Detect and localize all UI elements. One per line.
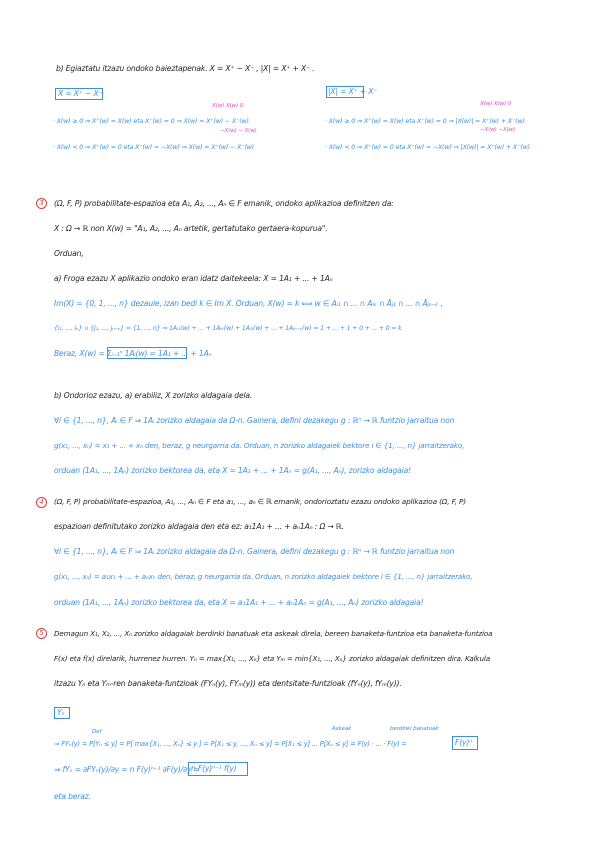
ex4-line-2: g(x₁, ..., xₙ) = a₁x₁ + ... + aₙxₙ den, beraz, g neurgarria da. Orduan, n zorizko aldagaiek bektore i ∈ {1, ..., n} jarraitzerako, (54, 572, 473, 581)
ex5-annotation-def: Def (92, 729, 102, 735)
part-b-row1-right: · X(w) ≥ 0 ⇒ X⁺(w) = X(w) eta X⁻(w) = 0 ⇒ |X(w)| = X⁺(w) + X⁻(w) (325, 118, 525, 125)
ex5-statement-1: Demagun X₁, X₂, ..., Xₙ zorizko aldagaiak berdinki banatuak eta askeak direla, bereen banaketa-funtzioa eta banaketa-funtzioa (54, 629, 493, 638)
ex5-annotation-berdinki: berdinki banatuak (390, 726, 439, 732)
ex5-distribution-line: ⇒ FYₙ(y) = P[Yₙ ≤ y] = P[ max{X₁, ..., Xₙ} ≤ y ] = P[X₁ ≤ y, ..., Xₙ ≤ y] = P[X₁ ≤ y] ... P[Xₙ ≤ y] = F(y) · ... · F(y) = (54, 740, 407, 748)
exercise-4-number: 4 (36, 497, 47, 508)
ex5-statement-2: F(x) eta f(x) direlarik, hurrenez hurren. Yₙ = max{X₁, ..., Xₙ} eta Yₘ = min{X₁, ..., Xₙ} zorizko aldagaiak definitzen dira. Kalkula (54, 654, 490, 663)
ex5-statement-3: itzazu Yₙ eta Yₘ-ren banaketa-funtzioak (FYₙ(y), FYₘ(y)) eta dentsitate-funtzioak (fYₙ(y), fYₘ(y)). (54, 679, 402, 688)
ex3-a-line-3: Beraz, X(w) = Σᵢ₌₁ⁿ 1Aᵢ(w) = 1A₁ + ... + 1Aₙ (54, 349, 212, 358)
ex4-statement-2: espazioan definitutako zorizko aldagaia den eta ez: a₁1A₁ + ... + aₙ1Aₙ : Ω → ℝ. (54, 522, 344, 531)
pink-annotation-right-2: −X(w) −X(w) (480, 127, 516, 133)
ex3-b-title: b) Ondorioz ezazu, a) erabiliz, X zorizko aldagaia dela. (54, 391, 253, 400)
ex3-statement-3: Orduan, (54, 249, 84, 258)
ex4-statement-1: (Ω, F, P) probabilitate-espazioa, A₁, ..., Aₙ ∈ F eta a₁, ..., aₙ ∈ ℝ emanik, ondorioztatu ezazu ondoko aplikazioa (Ω, F, P) (54, 497, 466, 506)
ex3-statement-2: X : Ω → ℝ non X(w) = "A₁, A₂, ..., Aₙ artetik, gertatutako gertaera-kopurua". (54, 224, 328, 233)
part-b-intro: b) Egiaztatu itzazu ondoko baieztapenak. X = X⁺ − X⁻ , |X| = X⁺ + X⁻ . (56, 64, 315, 73)
pink-annotation-left-1: X(w) X(w) 0 (212, 103, 244, 109)
ex5-distribution-result: F(y)ⁿ (455, 738, 473, 747)
ex5-yn-label: Yₙ (57, 708, 65, 717)
ex5-density-line: ⇒ fYₙ = ∂FYₙ(y)/∂y = n F(y)ⁿ⁻¹ ∂F(y)/∂y = (54, 765, 200, 774)
ex4-line-1: ∀i ∈ {1, ..., n}, Aᵢ ∈ F ⇒ 1Aᵢ zorizko aldagaia da Ω-n. Gainera, defini dezakegu g : ℝⁿ → ℝ funtzio jarraitua non (54, 547, 455, 556)
ex3-a-result-box (107, 347, 187, 359)
ex5-annotation-askeak: Askeak (332, 726, 352, 732)
ex3-b-line-3: orduan (1A₁, ..., 1Aₙ) zorizko bektorea da, eta X = 1A₁ + ... + 1Aₙ = g(A₁, ..., Aₙ), zorizko aldagaia! (54, 466, 411, 475)
part-b-row1-left: · X(w) ≥ 0 ⇒ X⁺(w) = X(w) eta X⁻(w) = 0 ⇒ X(w) = X⁺(w) − X⁻(w) (53, 118, 249, 125)
exercise-5-number: 5 (36, 628, 47, 639)
pink-annotation-right-1: X(w) X(w) 0 (480, 101, 512, 107)
ex3-b-line-1: ∀i ∈ {1, ..., n}, Aᵢ ∈ F ⇒ 1Aᵢ zorizko aldagaia da Ω-n. Gainera, defini dezakegu g : ℝⁿ → ℝ funtzio jarraitua non (54, 416, 455, 425)
ex3-a-line-1: Im(X) = {0, 1, ..., n} dezaule, izan bedi k ∈ Im X. Orduan, X(w) = k ⟺ w ∈ Aᵢ₁ ∩ ... ∩ Aᵢₖ ∩ Āⱼ₁ ∩ ... ∩ Āⱼₙ₋ₖ , (54, 299, 444, 308)
ex3-a-title: a) Froga ezazu X aplikazio ondoko eran idatz daitekeela: X = 1A₁ + ... + 1Aₙ (54, 274, 333, 283)
box-x-decomposition-text: X = X⁺ − X⁻ (58, 89, 103, 98)
part-b-row2-left: · X(w) < 0 ⇒ X⁺(w) = 0 eta X⁻(w) = −X(w) ⇒ X(w) = X⁺(w) − X⁻(w) (53, 144, 254, 151)
exercise-3-number: 3 (36, 198, 47, 209)
ex3-statement-1: (Ω, F, P) probabilitate-espazioa eta A₁, A₂, ..., Aₙ ∈ F emanik, ondoko aplikazioa definitzen da: (54, 199, 394, 208)
ex5-closing-text: eta beraz. (54, 792, 91, 801)
ex3-b-line-2: g(x₁, ..., xₙ) = x₁ + ... + xₙ den, beraz, g neurgarria da. Orduan, n zorizko aldagaiek bektore i ∈ {1, ..., n} jarraitzerako, (54, 441, 465, 450)
part-b-row2-right: · X(w) < 0 ⇒ X⁺(w) = 0 eta X⁻(w) = −X(w) ⇒ |X(w)| = X⁺(w) + X⁻(w) (325, 144, 530, 151)
ex5-density-result: n F(y)ⁿ⁻¹ f(y) (191, 764, 237, 773)
ex3-a-line-2: {i₁, ..., iₖ} ∪ {j₁, ..., jₙ₋ₖ} = {1, ..., n} ⇒ 1Aᵢ₁(w) + ... + 1Aᵢₖ(w) + 1Aⱼ₁(w) + ... + 1Aⱼₙ₋ₖ(w) = 1 + ... + 1 + 0 + ... + 0 = k (54, 325, 402, 332)
box-abs-decomposition-text: |X| = X⁺ + X⁻ (328, 87, 378, 96)
ex4-line-3: orduan (1A₁, ..., 1Aₙ) zorizko bektorea da, eta X = a₁1A₁ + ... + aₙ1Aₙ = g(A₁, ..., Aₙ) zorizko aldagaia! (54, 598, 424, 607)
pink-annotation-left-2: −X(w) − X(w) (220, 128, 257, 134)
